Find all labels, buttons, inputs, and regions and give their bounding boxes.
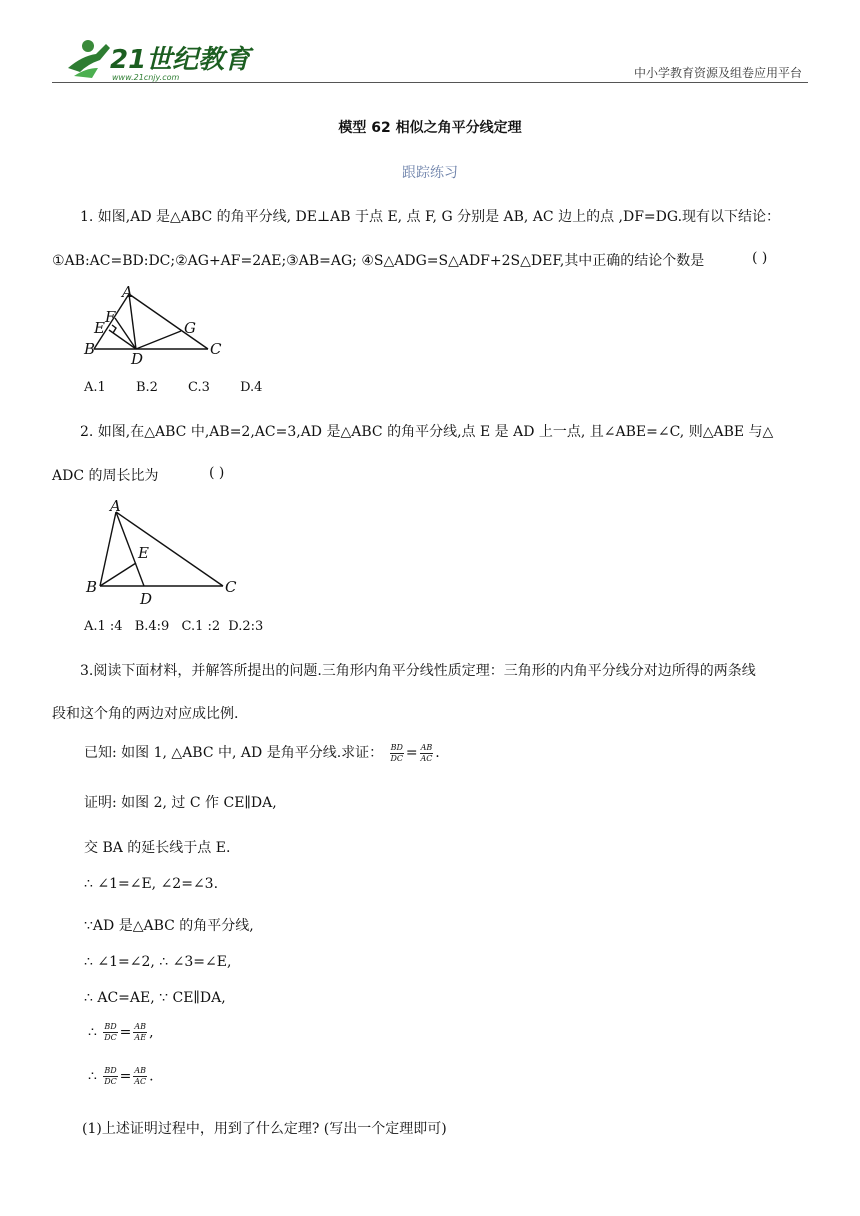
- frac-num: BD: [104, 1022, 117, 1031]
- q3-sub1: (1)上述证明过程中，用到了什么定理? (写出一个定理即可): [82, 1121, 447, 1137]
- q1-triangle-figure: [80, 282, 240, 368]
- q3-line1: 3.阅读下面材料，并解答所提出的问题.三角形内角平分线性质定理：三角形的内角平分线分对边所得的两条线: [80, 663, 756, 679]
- fraction: [103, 1066, 117, 1087]
- q3-proof-line2: 交 BA 的延长线于点 E.: [84, 840, 231, 856]
- q1-option-c[interactable]: C.3: [188, 380, 210, 395]
- label-f: F: [105, 308, 116, 326]
- fraction: [133, 1066, 147, 1087]
- label-a: A: [110, 497, 121, 515]
- fraction: [133, 1022, 147, 1043]
- label-a: A: [122, 283, 133, 301]
- label-d: D: [140, 590, 153, 608]
- q3-proof-line3: ∴ ∠1=∠E, ∠2=∠3.: [84, 876, 219, 892]
- label-g: G: [184, 319, 196, 337]
- q3-known-text: 已知: 如图 1, △ABC 中, AD 是角平分线.求证：: [84, 745, 384, 761]
- q1-option-a[interactable]: A.1: [84, 380, 106, 395]
- q2-line2: ADC 的周长比为: [52, 468, 159, 484]
- label-e: E: [94, 319, 105, 337]
- site-logo: [62, 38, 251, 84]
- frac-num: AB: [134, 1066, 147, 1075]
- therefore-symbol: ∴: [88, 1024, 97, 1041]
- frac-den: AC: [420, 753, 433, 763]
- q1-line2: ①AB:AC=BD:DC;②AG+AF=2AE;③AB=AG; ④S△ADG=S△ADF+2S△DEF,其中正确的结论个数是: [52, 253, 705, 269]
- frac-num: BD: [390, 742, 403, 752]
- frac-den: AC: [134, 1077, 147, 1086]
- fraction: [420, 743, 434, 764]
- q2-option-a[interactable]: A.1 :4: [84, 619, 123, 634]
- q3-known: 已知: 如图 1, △ABC 中, AD 是角平分线.求证： $\frac{BD}{DC}$ = $\frac{AB}{AC}$ .: [84, 742, 440, 763]
- label-d: D: [131, 350, 144, 368]
- section-subtitle: 跟踪练习: [402, 165, 458, 181]
- q2-triangle-figure: [80, 496, 250, 608]
- label-b: B: [84, 340, 96, 358]
- q2-bracket: ( ): [209, 465, 225, 481]
- frac-den: AE: [134, 1033, 147, 1042]
- logo-url: www.21cnjy.com: [112, 73, 180, 82]
- fraction: [103, 1022, 117, 1043]
- q3-proof-fraction1: ∴ $\frac{BD}{DC}$ = $\frac{AB}{AE}$ ,: [88, 1022, 154, 1042]
- label-b: B: [86, 578, 98, 596]
- label-c: C: [225, 578, 237, 596]
- runner-logo-icon: [62, 38, 251, 84]
- frac-den: DC: [390, 753, 404, 763]
- q3-line2: 段和这个角的两边对应成比例.: [52, 706, 239, 722]
- fraction: [390, 743, 404, 764]
- frac-den: DC: [104, 1033, 117, 1042]
- page-title: 模型 62 相似之角平分线定理: [338, 120, 522, 136]
- header-tagline: 中小学教育资源及组卷应用平台: [633, 66, 802, 80]
- q1-bracket: ( ): [752, 250, 768, 266]
- q1-options: [84, 380, 288, 395]
- q2-option-b[interactable]: B.4:9: [134, 619, 170, 634]
- q3-proof-line6: ∴ AC=AE, ∵ CE∥DA,: [84, 990, 226, 1006]
- frac-num: AB: [420, 742, 433, 752]
- header-divider: [52, 82, 808, 83]
- q3-proof-fraction2: ∴ $\frac{BD}{DC}$ = $\frac{AB}{AC}$ .: [88, 1066, 154, 1086]
- q2-option-c[interactable]: C.1 :2: [181, 619, 221, 634]
- q3-proof-line5: ∴ ∠1=∠2, ∴ ∠3=∠E,: [84, 954, 232, 970]
- q1-option-b[interactable]: B.2: [135, 380, 158, 395]
- label-c: C: [210, 340, 222, 358]
- frac-den: DC: [104, 1077, 117, 1086]
- q2-line1: 2. 如图,在△ABC 中,AB=2,AC=3,AD 是△ABC 的角平分线,点 E 是 AD 上一点, 且∠ABE=∠C, 则△ABE 与△: [80, 424, 774, 440]
- q2-options: [84, 619, 263, 634]
- q3-proof-line1: 证明: 如图 2, 过 C 作 CE∥DA,: [84, 795, 277, 811]
- frac-num: AB: [134, 1022, 147, 1031]
- q2-option-d[interactable]: D.2:3: [228, 619, 264, 634]
- frac-num: BD: [104, 1066, 117, 1075]
- therefore-symbol: ∴: [88, 1068, 97, 1085]
- q1-option-d[interactable]: D.4: [240, 380, 263, 395]
- q1-line1: 1. 如图,AD 是△ABC 的角平分线, DE⊥AB 于点 E, 点 F, G 分别是 AB, AC 边上的点 ,DF=DG.现有以下结论：: [80, 209, 781, 225]
- logo-text: 21世纪教育: [110, 45, 251, 75]
- q3-proof-line4: ∵AD 是△ABC 的角平分线,: [84, 918, 254, 934]
- label-e: E: [138, 544, 149, 562]
